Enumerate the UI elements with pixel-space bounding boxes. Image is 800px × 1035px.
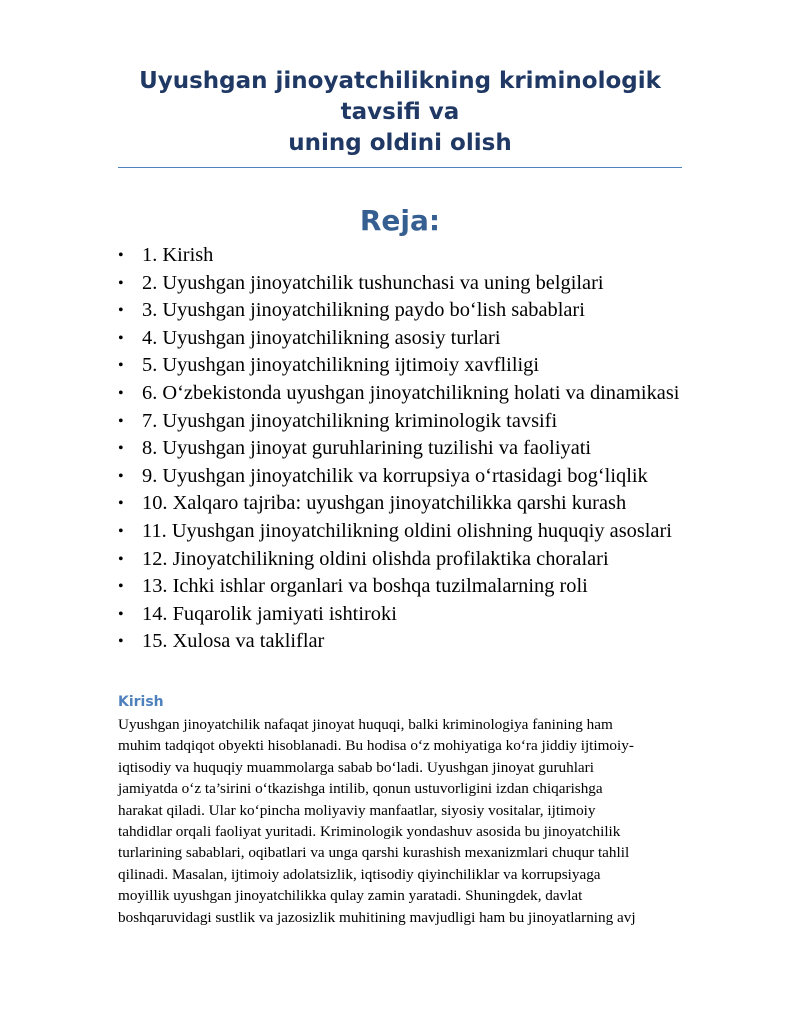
plan-item-text: 12. Jinoyatchilikning oldini olishda profilaktika choralari [142, 547, 609, 570]
intro-paragraph [118, 714, 682, 928]
plan-item [118, 435, 682, 463]
intro-heading: Kirish [118, 693, 164, 710]
document-page [118, 66, 682, 928]
intro-line: moyillik uyushgan jinoyatchilikka qulay zamin yaratadi. Shuningdek, davlat [118, 887, 583, 905]
plan-item-text: 10. Xalqaro tajriba: uyushgan jinoyatchilikka qarshi kurash [142, 492, 627, 515]
bullet-icon: • [118, 384, 124, 402]
document-title [118, 66, 682, 168]
bullet-icon: • [118, 412, 124, 430]
intro-line: qilinadi. Masalan, ijtimoiy adolatsizlik, iqtisodiy qiyinchiliklar va korrupsiyaga [118, 865, 601, 883]
intro-line: iqtisodiy va huquqiy muammolarga sabab bo‘ladi. Uyushgan jinoyat guruhlari [118, 758, 594, 776]
plan-item [118, 628, 682, 656]
intro-line: turlarining sabablari, oqibatlari va unga qarshi kurashish mexanizmlari chuqur tahlil [118, 844, 630, 862]
plan-item-text: 15. Xulosa va takliflar [142, 630, 325, 653]
bullet-icon: • [118, 578, 124, 596]
bullet-icon: • [118, 467, 124, 485]
bullet-icon: • [118, 247, 124, 264]
plan-item-text: 14. Fuqarolik jamiyati ishtiroki [142, 602, 397, 625]
plan-item [118, 380, 682, 408]
intro-line: boshqaruvidagi sustlik va jazosizlik muhitining mavjudligi ham bu jinoyatlarning avj [118, 908, 636, 926]
plan-item [118, 463, 682, 491]
plan-item [118, 601, 682, 629]
plan-item-text: 4. Uyushgan jinoyatchilikning asosiy turlari [142, 326, 501, 349]
plan-item-text: 13. Ichki ishlar organlari va boshqa tuzilmalarning roli [142, 575, 588, 598]
plan-list [118, 242, 682, 656]
bullet-icon: • [118, 357, 124, 375]
title-line: Uyushgan jinoyatchilikning kriminologik tavsifi va [139, 68, 661, 125]
plan-item [118, 518, 682, 546]
intro-line: muhim tadqiqot obyekti hisoblanadi. Bu hodisa o‘z mohiyatiga ko‘ra jiddiy ijtimoiy- [118, 737, 634, 755]
bullet-icon: • [118, 550, 124, 568]
plan-item-text: 5. Uyushgan jinoyatchilikning ijtimoiy xavfliligi [142, 354, 540, 377]
plan-item [118, 352, 682, 380]
plan-item-text: 2. Uyushgan jinoyatchilik tushunchasi va uning belgilari [142, 271, 604, 294]
bullet-icon: • [118, 605, 124, 623]
plan-item [118, 270, 682, 298]
bullet-icon: • [118, 440, 124, 458]
plan-item-text: 9. Uyushgan jinoyatchilik va korrupsiya o‘rtasidagi bog‘liqlik [142, 464, 648, 487]
bullet-icon: • [118, 302, 124, 320]
plan-heading: Reja: [359, 204, 441, 237]
title-line: uning oldini olish [288, 130, 512, 156]
bullet-icon: • [118, 495, 124, 513]
plan-item [118, 408, 682, 436]
plan-item [118, 490, 682, 518]
intro-line: Uyushgan jinoyatchilik nafaqat jinoyat huquqi, balki kriminologiya fanining ham [118, 715, 613, 733]
plan-item-text: 8. Uyushgan jinoyat guruhlarining tuzilishi va faoliyati [142, 437, 592, 460]
plan-item [118, 546, 682, 574]
bullet-icon: • [118, 522, 124, 540]
bullet-icon: • [118, 633, 124, 651]
intro-line: harakat qiladi. Ular ko‘pincha moliyaviy manfaatlar, siyosiy vositalar, ijtimoiy [118, 801, 596, 819]
bullet-icon: • [118, 329, 124, 347]
plan-item [118, 297, 682, 325]
plan-item [118, 325, 682, 353]
intro-line: tahdidlar orqali faoliyat yuritadi. Kriminologik yondashuv asosida bu jinoyatchilik [118, 822, 621, 840]
plan-item-text: 6. O‘zbekistonda uyushgan jinoyatchilikning holati va dinamikasi [142, 381, 680, 404]
bullet-icon: • [118, 274, 124, 292]
intro-line: jamiyatda o‘z ta’sirini o‘tkazishga intilib, qonun ustuvorligini izdan chiqarishga [118, 780, 603, 798]
plan-item [118, 573, 682, 601]
plan-item-text: 3. Uyushgan jinoyatchilikning paydo bo‘lish sabablari [142, 299, 585, 322]
plan-item-text: 1. Kirish [142, 244, 214, 266]
plan-item [118, 242, 682, 270]
plan-item-text: 7. Uyushgan jinoyatchilikning kriminologik tavsifi [142, 409, 558, 432]
plan-item-text: 11. Uyushgan jinoyatchilikning oldini olishning huquqiy asoslari [142, 519, 672, 542]
